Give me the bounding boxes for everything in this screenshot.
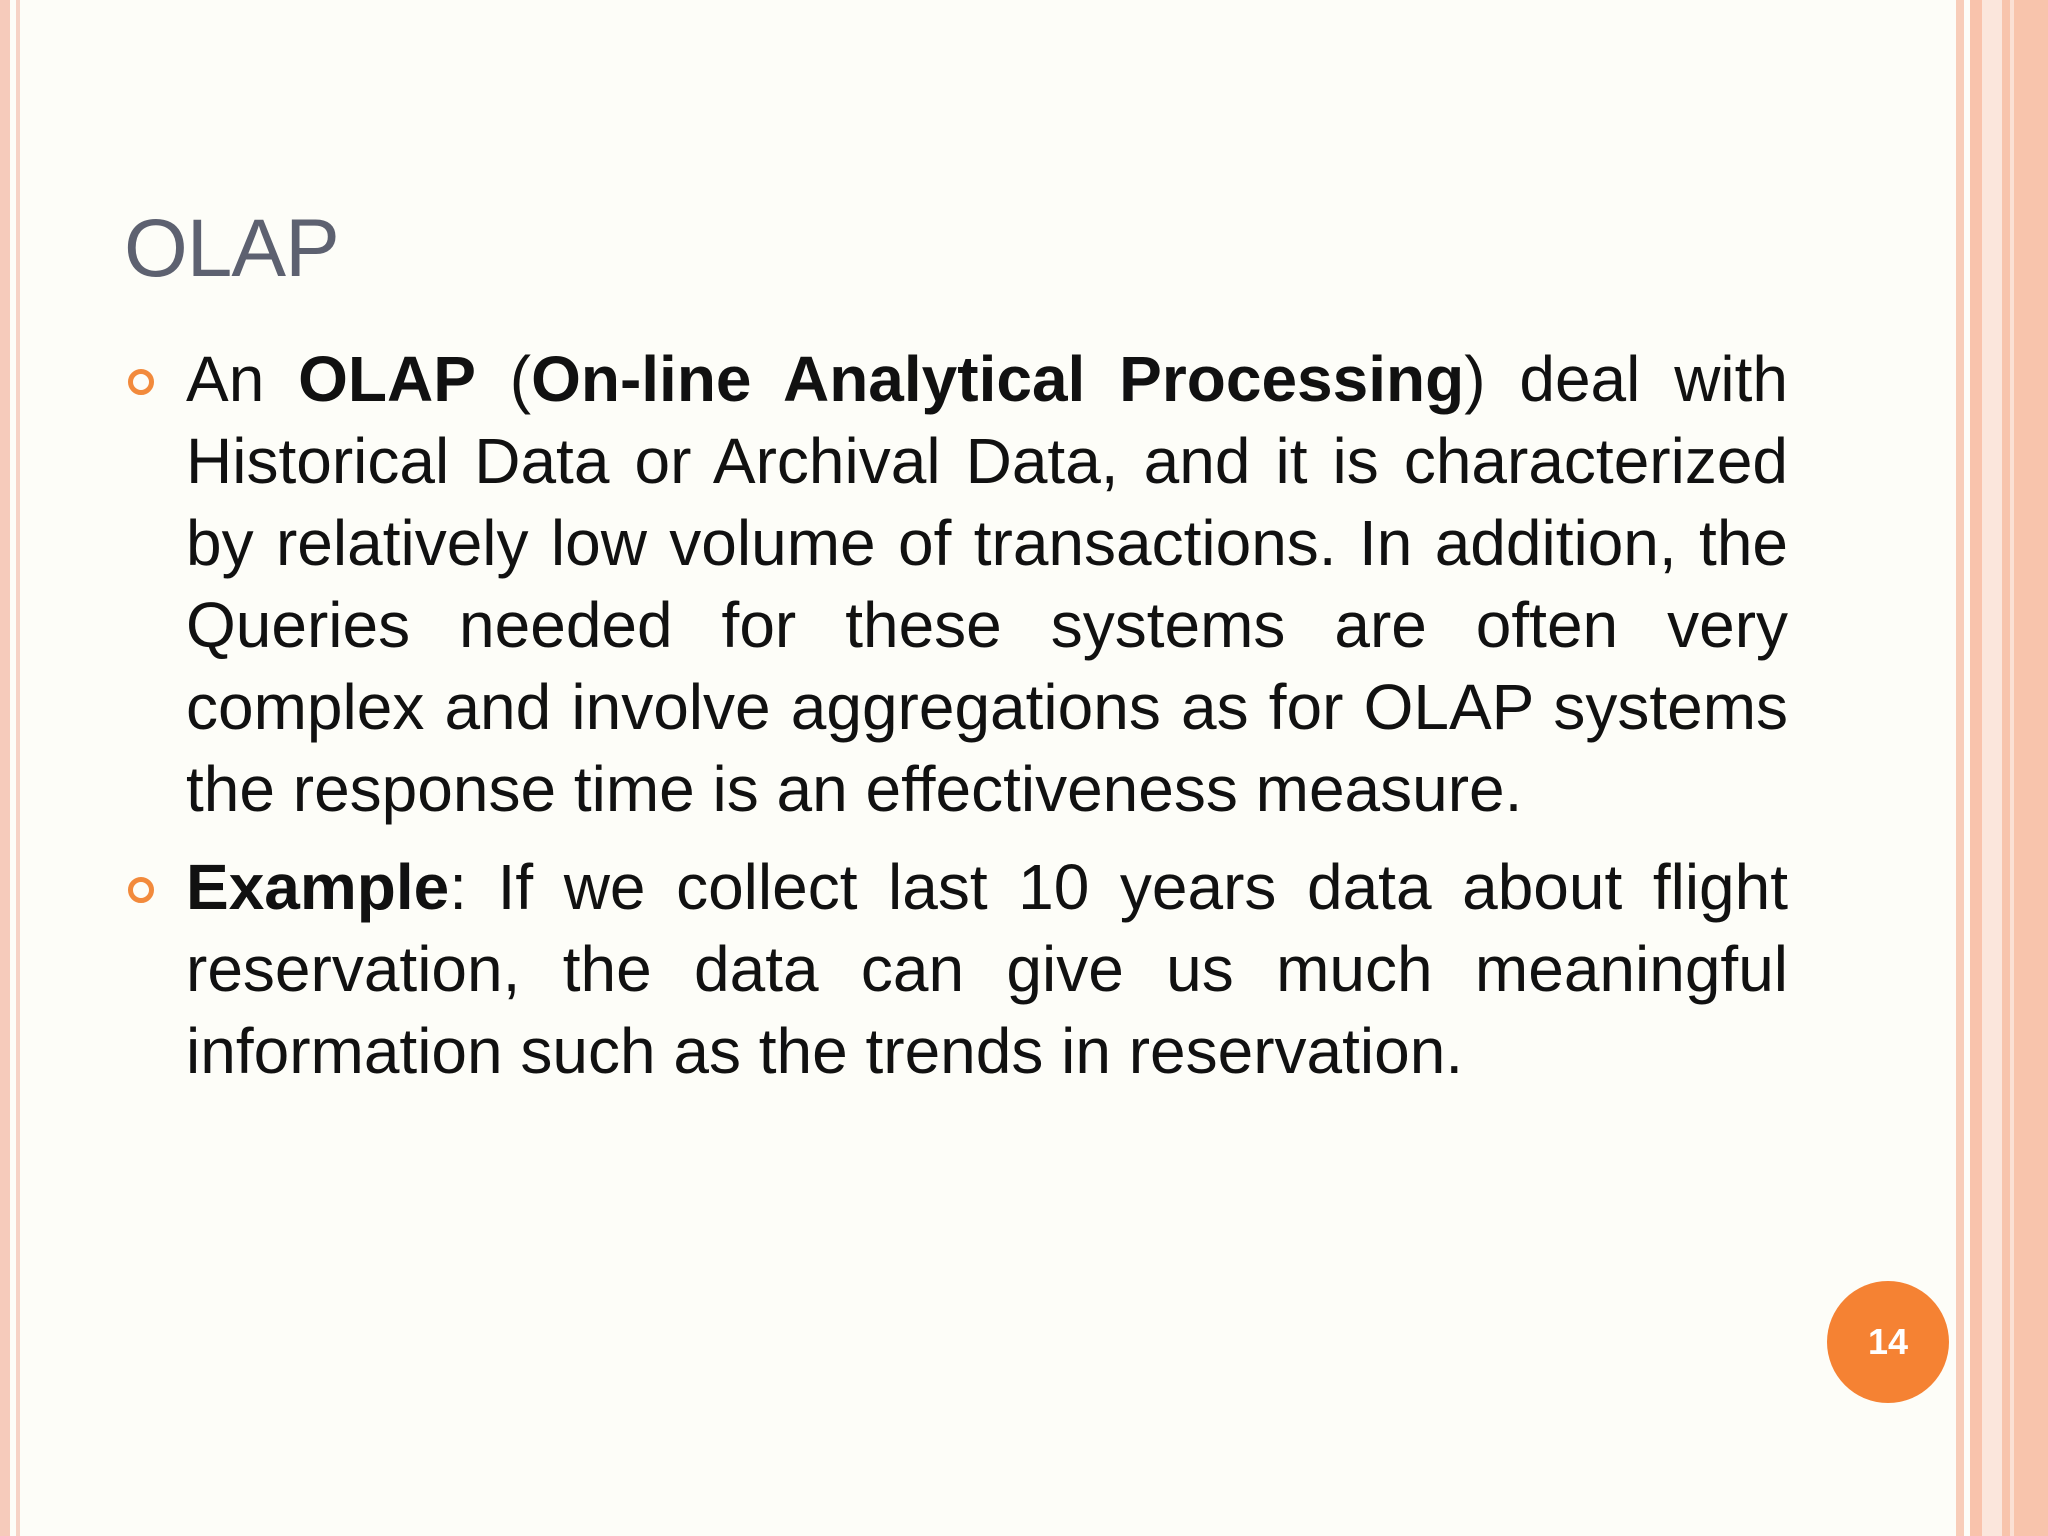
bullet-item bbox=[124, 846, 1788, 1092]
right-border-band bbox=[2002, 0, 2048, 1536]
left-border-stripe-thin bbox=[16, 0, 20, 1536]
slide-title: OLAP bbox=[124, 203, 339, 294]
page-number-badge: 14 bbox=[1827, 1281, 1949, 1403]
right-border-band bbox=[2010, 0, 2014, 1536]
bullet-circle-icon bbox=[128, 877, 154, 903]
right-border-band bbox=[1956, 0, 1964, 1536]
bullet-circle-icon bbox=[128, 369, 154, 395]
slide-content bbox=[124, 338, 1788, 1092]
bullet-term: OLAP bbox=[298, 343, 476, 415]
bullet-term: Example bbox=[186, 851, 450, 923]
left-border-stripe bbox=[0, 0, 10, 1536]
bullet-term: On-line Analytical Processing bbox=[531, 343, 1465, 415]
right-border-band bbox=[1982, 0, 2002, 1536]
bullet-text: An bbox=[186, 343, 299, 415]
bullet-text: ) deal with Historical Data or Archival Data, and it is characterized by relatively low volume of transactions. In addition, the Queries needed for these systems are often very complex and involve aggregations as for OLAP systems the response time is an effectiveness measure. bbox=[186, 343, 1788, 825]
bullet-item bbox=[124, 338, 1788, 830]
bullet-text: : If we collect last 10 years data about flight reservation, the data can give us much meaningful information such as the trends in reservation. bbox=[186, 851, 1788, 1087]
right-border-band bbox=[1970, 0, 1982, 1536]
bullet-text: ( bbox=[475, 343, 532, 415]
